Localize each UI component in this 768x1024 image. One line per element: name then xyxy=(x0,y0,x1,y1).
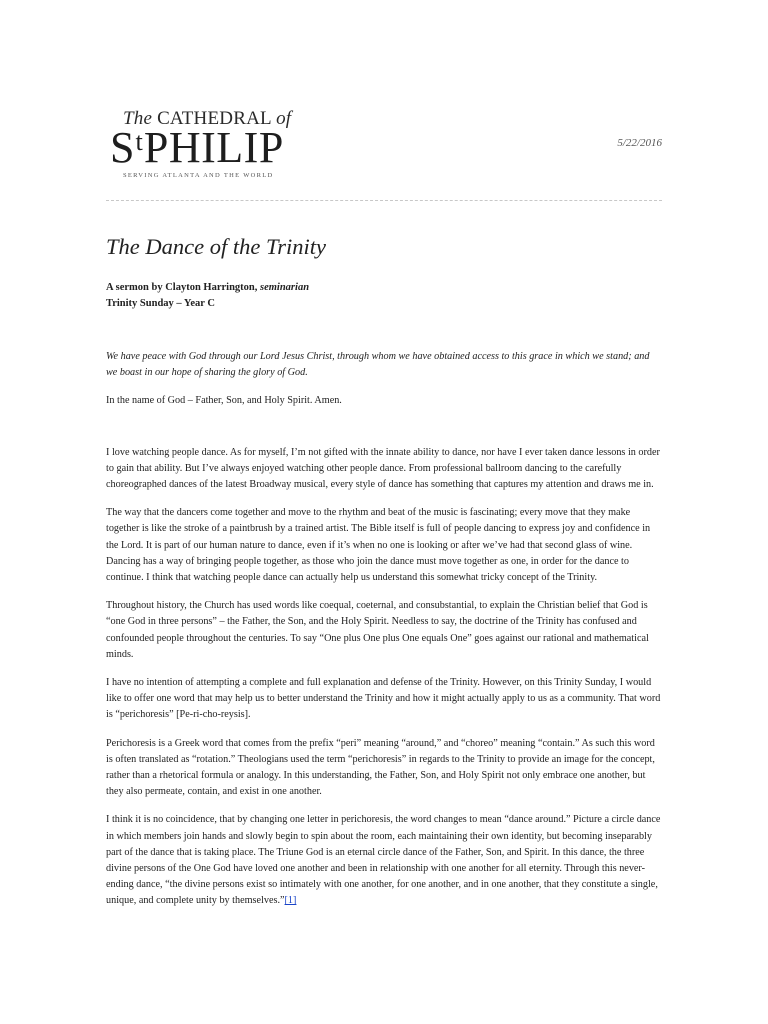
invocation: In the name of God – Father, Son, and Holy Spirit. Amen. xyxy=(106,395,342,407)
sermon-title: The Dance of the Trinity xyxy=(106,234,326,259)
paragraph: Perichoresis is a Greek word that comes from the prefix “peri” meaning “around,” and “choreo” meaning “contain.” As such this word is often translated as “rotation.” Theologians used the term “perichoresis” in regards to the Trinity to provide an image for the concept, rather than a rhetorical formula or analogy. In this understanding, the Father, Son, and Holy Spirit not only embrace one another, but they also permeate, contain, and exist in one another. xyxy=(106,737,655,798)
publish-date: 5/22/2016 xyxy=(617,137,662,149)
logo-cathedral: CATHEDRAL xyxy=(157,108,272,129)
epigraph: We have peace with God through our Lord Jesus Christ, through whom we have obtained access to this grace in which we stand; and we boast in our hope of sharing the glory of God. xyxy=(106,351,650,379)
occasion-line: Trinity Sunday – Year C xyxy=(106,298,215,309)
author-text: A sermon by Clayton Harrington, xyxy=(106,282,261,293)
paragraph: I love watching people dance. As for myself, I’m not gifted with the innate ability to dance, nor have I ever taken dance lessons in order to gain that ability. But I’ve always enjoyed watching other people dance. From professional ballroom dancing to the carefully choreographed dances of the latest Broadway musical, every style of dance has something that captures my attention and draws me in. xyxy=(106,446,660,491)
header-divider xyxy=(106,200,662,201)
byline-block xyxy=(106,280,662,312)
author-line xyxy=(106,280,662,296)
sermon-body xyxy=(106,349,662,922)
paragraph: I have no intention of attempting a complete and full explanation and defense of the Trinity. However, on this Trinity Sunday, I would like to offer one word that may help us to better understand the Trinity and how it might actually apply to us as a community. That word is “perichoresis” [Pe-ri-cho-reysis]. xyxy=(106,677,661,721)
paragraph-text: I think it is no coincidence, that by changing one letter in perichoresis, the word changes to mean “dance around.” Picture a circle dance in which members join hands and slowly begin to spin about the room, each maintaining their own identity, but becoming inseparably part of the dance that is taking place. The Triune God is an eternal circle dance of the Father, Son, and Spirit. In this dance, the three divine persons of the One God have loved one another and been in relationship with one another for all eternity. Through this never-ending dance, “the divine persons exist so intimately with one another, for one another, and in one another, that they constitute a single, unique, and complete unity by themselves.” xyxy=(106,814,661,907)
logo-of: of xyxy=(276,108,292,129)
footnote-link[interactable]: [1] xyxy=(284,895,297,907)
paragraph: The way that the dancers come together and move to the rhythm and beat of the music is fascinating; every move that they make together is like the stroke of a paintbrush by a trained artist. The Bible itself is full of people dancing to express joy and confidence in the Lord. It is part of our human nature to dance, even if it’s when no one is looking or after we’ve had that second glass of wine. Dancing has a way of bringing people together, as those who join the dance must move together as one, in order for the dance to continue. I think that watching people dance can actually help us understand this somewhat tricky concept of the Trinity. xyxy=(106,507,651,584)
paragraph: Throughout history, the Church has used words like coequal, coeternal, and consubstantial, to explain the Christian belief that God is “one God in three persons” – the Father, the Son, and the Holy Spirit. Needless to say, the doctrine of the Trinity has confused and confounded people throughout the centuries. To say “One plus One plus One equals One” goes against our rational and mathematical minds. xyxy=(106,600,649,660)
paragraph-final xyxy=(106,812,662,909)
cathedral-logo[interactable] xyxy=(110,108,310,178)
logo-st-philip: SᵗPHILIP xyxy=(110,123,284,172)
logo-tagline: SERVING ATLANTA AND THE WORLD xyxy=(123,172,274,179)
logo-the: The xyxy=(123,108,153,129)
author-role: seminarian xyxy=(260,282,310,293)
